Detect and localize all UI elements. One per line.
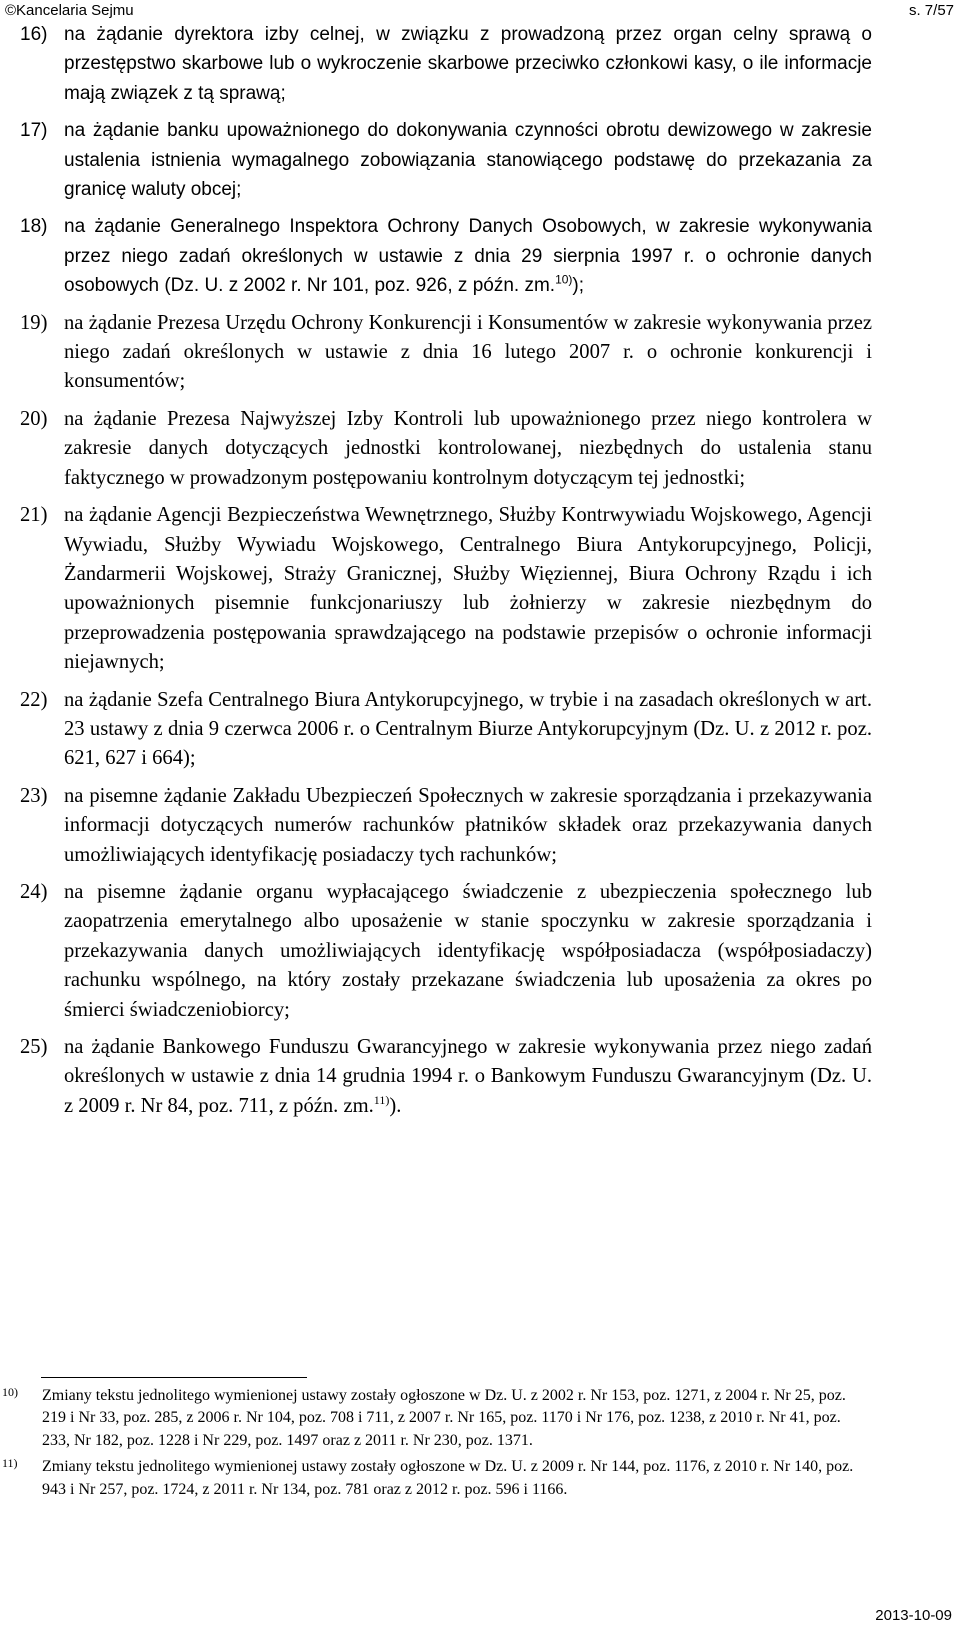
- item-number: 20): [20, 407, 48, 430]
- list-item: [20, 309, 872, 397]
- item-text: na żądanie Generalnego Inspektora Ochrony Danych Osobowych, w zakresie wykonywania przez niego zadań określonych w ustawie z dnia 29 sierpnia 1997 r. o ochronie danych osobowych (Dz. U. z 2002 r. Nr 101, poz. 926, z późn. zm.: [64, 216, 872, 297]
- footnote-text: Zmiany tekstu jednolitego wymienionej ustawy zostały ogłoszone w Dz. U. z 2002 r. Nr 153, poz. 1271, z 2004 r. Nr 25, poz. 219 i Nr 33, poz. 285, z 2006 r. Nr 104, poz. 708 i 711, z 2007 r. Nr 165, poz. 1170 i Nr 176, poz. 1238, z 2010 r. Nr 41, poz. 233, Nr 182, poz. 1228 i Nr 229, poz. 1497 oraz z 2011 r. Nr 230, poz. 1371.: [42, 1387, 846, 1449]
- footnote-reference: 10): [555, 272, 573, 287]
- item-number: 17): [20, 120, 48, 142]
- provision-list: [20, 20, 872, 1129]
- list-item: [20, 686, 872, 774]
- item-number: 19): [20, 311, 48, 334]
- item-number: 24): [20, 880, 48, 903]
- item-text: na pisemne żądanie organu wypłacającego świadczenie z ubezpieczenia społecznego lub zaopatrzenia emerytalnego albo uposażenie w stanie spoczynku w zakresie sporządzania i przekazywania danych umożliwiających identyfikację współposiadacza (współposiadaczy) rachunku wspólnego, na który zostały przekazane świadczenia lub uposażenia za okres po śmierci świadczeniobiorcy;: [64, 880, 872, 1021]
- item-number: 18): [20, 216, 48, 238]
- item-number: 25): [20, 1036, 48, 1058]
- item-number: 23): [20, 784, 48, 807]
- list-item: [20, 405, 872, 493]
- list-item: [20, 212, 872, 300]
- footnote-number: 11): [2, 1456, 18, 1471]
- item-number: 22): [20, 688, 48, 711]
- footnote-number: 10): [2, 1385, 18, 1399]
- footnote: [2, 1456, 872, 1501]
- item-text-tail: );: [572, 275, 585, 297]
- footnote-text: Zmiany tekstu jednolitego wymienionej ustawy zostały ogłoszone w Dz. U. z 2009 r. Nr 144, poz. 1176, z 2010 r. Nr 140, poz. 943 i Nr 257, poz. 1724, z 2011 r. Nr 134, poz. 781 oraz z 2012 r. poz. 596 i 1166.: [42, 1458, 854, 1498]
- item-number: 21): [20, 504, 48, 527]
- list-item: [20, 20, 872, 108]
- list-item: [20, 878, 872, 1025]
- footnotes: [2, 1385, 872, 1505]
- item-text: na pisemne żądanie Zakładu Ubezpieczeń Społecznych w zakresie sporządzania i przekazywania informacji dotyczących numerów rachunków płatników składek oraz przekazywania danych umożliwiających identyfikację posiadaczy tych rachunków;: [64, 784, 872, 866]
- footer-date: 2013-10-09: [875, 1607, 952, 1624]
- item-text: na żądanie Agencji Bezpieczeństwa Wewnętrznego, Służby Kontrwywiadu Wojskowego, Agencji Wywiadu, Służby Wywiadu Wojskowego, Centralnego Biura Antykorupcyjnego, Policji, Żandarmerii Wojskowej, Straży Granicznej, Służby Więziennej, Biura Ochrony Rządu i ich upoważnionych pisemnie funkcjonariuszy lub żołnierzy w zakresie niezbędnym do przeprowadzenia postępowania sprawdzającego na podstawie przepisów o ochronie informacji niejawnych;: [64, 504, 872, 674]
- item-text: na żądanie Bankowego Funduszu Gwarancyjnego w zakresie wykonywania przez niego zadań określonych w ustawie z dnia 14 grudnia 1994 r. o Bankowym Funduszu Gwarancyjnym (Dz. U. z 2009 r. Nr 84, poz. 711, z późn. zm.: [64, 1036, 872, 1117]
- item-text-tail: ).: [389, 1094, 402, 1117]
- item-number: 16): [20, 24, 48, 45]
- header-page-number: s. 7/57: [908, 2, 954, 19]
- footnote-reference: 11): [373, 1092, 390, 1107]
- footnote: [2, 1385, 872, 1452]
- list-item: [20, 782, 872, 870]
- item-text: na żądanie Prezesa Urzędu Ochrony Konkurencji i Konsumentów w zakresie wykonywania przez niego zadań określonych w ustawie z dnia 16 lutego 2007 r. o ochronie konkurencji i konsumentów;: [64, 311, 872, 393]
- item-text: na żądanie Szefa Centralnego Biura Antykorupcyjnego, w trybie i na zasadach określonych w art. 23 ustawy z dnia 9 czerwca 2006 r. o Centralnym Biurze Antykorupcyjnym (Dz. U. z 2012 r. poz. 621, 627 i 664);: [64, 688, 872, 770]
- item-text: na żądanie Prezesa Najwyższej Izby Kontroli lub upoważnionego przez niego kontrolera w zakresie danych dotyczących jednostki kontrolowanej, niezbędnych do ustalenia stanu faktycznego w prowadzonym postępowaniu kontrolnym dotyczącym tej jednostki;: [64, 407, 872, 489]
- item-text: na żądanie banku upoważnionego do dokonywania czynności obrotu dewizowego w zakresie ustalenia istnienia wymagalnego zobowiązania stanowiącego podstawę do przekazania za granicę waluty obcej;: [64, 120, 872, 201]
- item-text: na żądanie dyrektora izby celnej, w związku z prowadzoną przez organ celny sprawą o przestępstwo skarbowe lub o wykroczenie skarbowe przeciwko członkowi kasy, o ile informacje mają związek z tą sprawą;: [64, 24, 872, 104]
- header-source: ©Kancelaria Sejmu: [5, 2, 134, 19]
- list-item: [20, 501, 872, 677]
- footnote-separator: [41, 1377, 307, 1378]
- list-item: [20, 116, 872, 204]
- list-item: [20, 1033, 872, 1121]
